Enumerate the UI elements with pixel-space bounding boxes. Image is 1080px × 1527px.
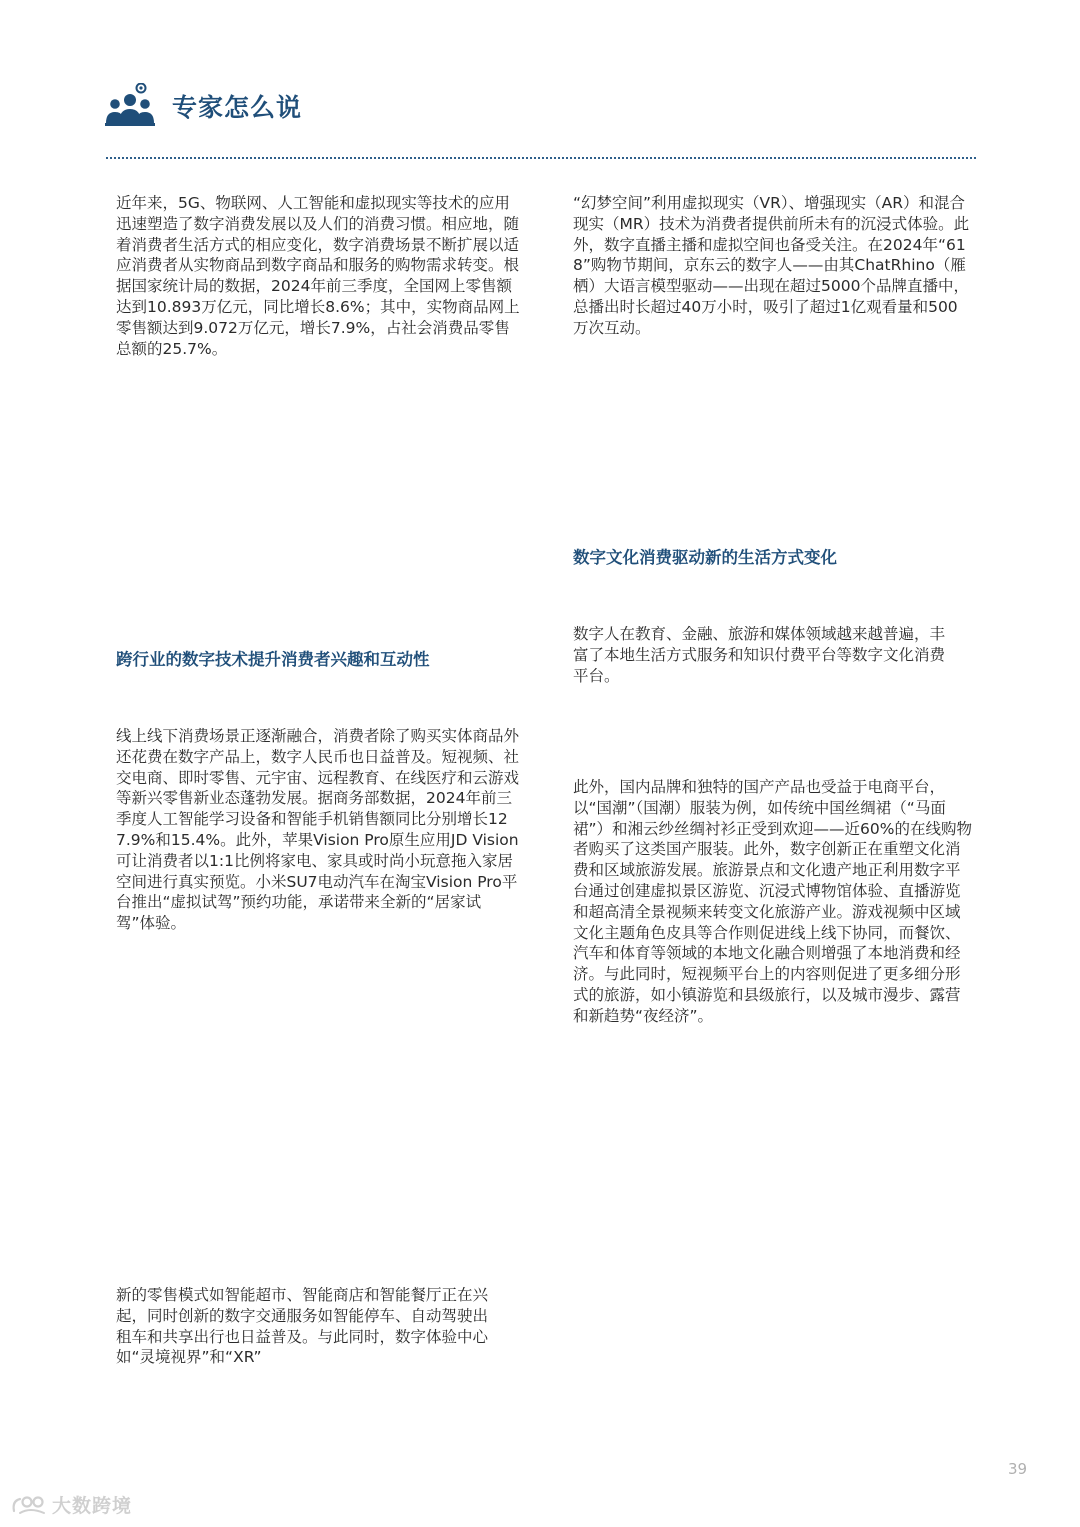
right-paragraph-2: 数字人在教育、金融、旅游和媒体领域越来越普遍，丰富了本地生活方式服务和知识付费平台等数字文化消费平台。 bbox=[573, 625, 946, 685]
right-paragraph-3: 此外，国内品牌和独特的国产产品也受益于电商平台，以“国潮”（国潮）服装为例，如传统中国丝绸裙（“马面裙”）和湘云纱丝绸衬衫正受到欢迎——近60%的在线购物者购买了这类国产服装。此外，数字创新正在重塑文化消费和区域旅游发展。旅游景点和文化遗产地正利用数字平台通过创建虚拟景区游览、沉浸式博物馆体验、直播游览和超高清全景视频来转变文化旅游产业。游戏视频中区域文化主题角色皮具等合作则促进线上线下协同，而餐饮、汽车和体育等领域的本地文化融合则增强了本地消费和经济。与此同时，短视频平台上的内容则促进了更多细分形式的旅游，如小镇游览和县级旅行，以及城市漫步、露营和新趋势“夜经济”。 bbox=[573, 778, 972, 1025]
right-paragraph-1: “幻梦空间”利用虚拟现实（VR）、增强现实（AR）和混合现实（MR）技术为消费者提供前所未有的沉浸式体验。此外，数字直播主播和虚拟空间也备受关注。在2024年“618”购物节期间，京东云的数字人——由其ChatRhino（雁栖）大语言模型驱动——出现在超过5000个品牌直播中，总播出时长超过40万小时，吸引了超过1亿观看量和500万次互动。 bbox=[573, 194, 970, 337]
right-subheading-1: 数字文化消费驱动新的生活方式变化 bbox=[573, 548, 837, 567]
header-divider bbox=[106, 157, 976, 159]
watermark-logo-icon bbox=[10, 1493, 48, 1517]
watermark bbox=[10, 1491, 132, 1518]
section-header bbox=[104, 82, 302, 130]
left-paragraph-3: 新的零售模式如智能超市、智能商店和智能餐厅正在兴起，同时创新的数字交通服务如智能停车、自动驾驶出租车和共享出行也日益普及。与此同时，数字体验中心如“灵境视界”和“XR” bbox=[116, 1286, 489, 1367]
left-subheading-1: 跨行业的数字技术提升消费者兴趣和互动性 bbox=[116, 650, 430, 669]
people-group-icon bbox=[104, 83, 156, 129]
page-title: 专家怎么说 bbox=[172, 93, 303, 122]
left-paragraph-2: 线上线下消费场景正逐渐融合，消费者除了购买实体商品外还花费在数字产品上，数字人民币也日益普及。短视频、社交电商、即时零售、元宇宙、远程教育、在线医疗和云游戏等新兴零售新业态蓬勃发展。据商务部数据，2024年前三季度人工智能学习设备和智能手机销售额同比分别增长127.9%和15.4%。此外，苹果Vision Pro原生应用JD Vision可让消费者以1:1比例将家电、家具或时尚小玩意拖入家居空间进行真实预览。小米SU7电动汽车在淘宝Vision Pro平台推出“虚拟试驾”预约功能，承诺带来全新的“居家试驾”体验。 bbox=[116, 727, 520, 933]
left-paragraph-1: 近年来，5G、物联网、人工智能和虚拟现实等技术的应用迅速塑造了数字消费发展以及人们的消费习惯。相应地，随着消费者生活方式的相应变化，数字消费场景不断扩展以适应消费者从实物商品到数字商品和服务的购物需求转变。根据国家统计局的数据，2024年前三季度，全国网上零售额达到10.893万亿元，同比增长8.6%；其中，实物商品网上零售额达到9.072万亿元，增长7.9%，占社会消费品零售总额的25.7%。 bbox=[116, 194, 520, 358]
page-number: 39 bbox=[1008, 1460, 1028, 1478]
watermark-text: 大数跨境 bbox=[52, 1495, 133, 1517]
